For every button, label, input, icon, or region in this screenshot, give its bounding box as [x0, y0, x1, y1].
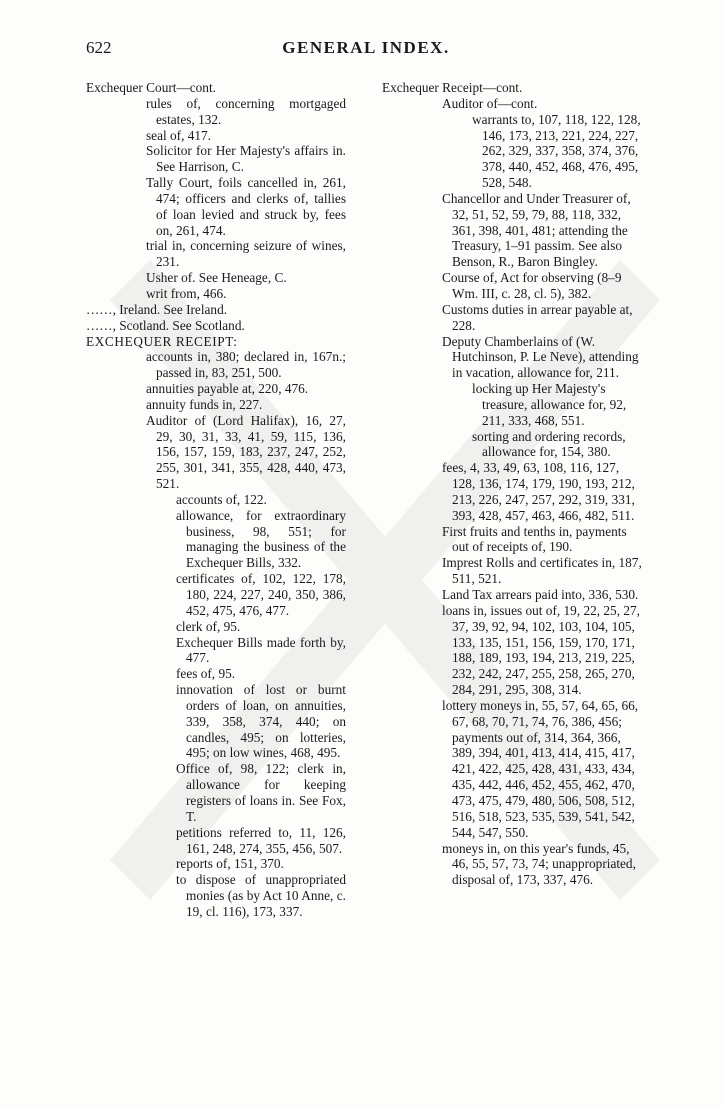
left-index-entry: Tally Court, foils cancelled in, 261, 474; officers and clerks of, tallies of loan levied and struck by, fees on, 261, 474. [146, 175, 346, 238]
left-index-entry: accounts of, 122. [176, 491, 267, 507]
right-index-entry: fees, 4, 33, 49, 63, 108, 116, 127, 128, 136, 174, 179, 190, 193, 212, 213, 226, 247, 257, 292, 319, 331, 393, 428, 457, 463, 466, 482, 511. [442, 460, 635, 523]
left-index-entry: to dispose of unappropriated monies (as by Act 10 Anne, c. 19, cl. 116), 173, 337. [176, 872, 346, 919]
right-index-entry: Course of, Act for observing (8–9 Wm. III, c. 28, cl. 5), 382. [442, 270, 622, 301]
left-index-entry: Office of, 98, 122; clerk in, allowance for keeping registers of loans in. See Fox, T. [176, 761, 346, 824]
right-index-entry: Deputy Chamberlains of (W. Hutchinson, P. Le Neve), attending in vacation, allowance for, 211. [442, 333, 639, 381]
left-index-entry: accounts in, 380; declared in, 167n.; passed in, 83, 251, 500. [146, 349, 346, 381]
index-column-left [86, 80, 346, 920]
left-index-entry: Usher of. See Heneage, C. [146, 270, 287, 286]
right-index-entry: Chancellor and Under Treasurer of, 32, 51, 52, 59, 79, 88, 118, 332, 361, 398, 401, 481; attending the Treasury, 1–91 passim. See also Benson, R., Baron Bingley. [442, 190, 631, 270]
left-index-entry: innovation of lost or burnt orders of loan, on annuities, 339, 358, 374, 440; on candles, 495; on lotteries, 495; on low wines, 468, 495. [176, 682, 346, 761]
left-index-entry: certificates of, 102, 122, 178, 180, 224, 227, 240, 350, 386, 452, 475, 476, 477. [176, 571, 346, 618]
right-index-entry: Auditor of—cont. [442, 95, 538, 111]
left-index-entry: rules of, concerning mortgaged estates, 132. [146, 95, 346, 127]
right-index-entry: lottery moneys in, 55, 57, 64, 65, 66, 67, 68, 70, 71, 74, 76, 386, 456; payments out of, 314, 364, 366, 389, 394, 401, 413, 414, 415, 417, 421, 422, 425, 428, 431, 433, 434, 435, 442, 446, 452, 455, 462, 470, 473, 475, 479, 480, 506, 508, 512, 516, 518, 523, 535, 539, 541, 542, 544, 547, 550. [442, 697, 639, 840]
left-index-entry: Solicitor for Her Majesty's affairs in. See Harrison, C. [146, 143, 346, 175]
left-index-entry: Auditor of (Lord Halifax), 16, 27, 29, 30, 31, 33, 41, 59, 115, 136, 156, 157, 159, 183, 237, 247, 252, 255, 301, 341, 355, 428, 440, 473, 521. [146, 412, 346, 492]
left-index-entry: writ from, 466. [146, 285, 227, 301]
left-index-entry: trial in, concerning seizure of wines, 231. [146, 238, 346, 270]
left-index-entry: petitions referred to, 11, 126, 161, 248, 274, 355, 456, 507. [176, 824, 346, 856]
left-index-entry: allowance, for extraordinary business, 98, 551; for managing the business of the Exchequer Bills, 332. [176, 507, 346, 571]
page-number: 622 [86, 38, 112, 57]
left-index-entry: annuities payable at, 220, 476. [146, 381, 309, 397]
right-index-entry: warrants to, 107, 118, 122, 128, 146, 173, 213, 221, 224, 227, 262, 329, 337, 358, 374, 376, 378, 440, 452, 468, 476, 495, 528, 548. [472, 111, 641, 191]
running-title: GENERAL INDEX. [282, 38, 450, 57]
left-index-entry: clerk of, 95. [176, 618, 241, 634]
left-index-entry: ……, Scotland. See Scotland. [86, 317, 245, 333]
page-header [86, 38, 646, 62]
right-index-entry: First fruits and tenths in, payments out of receipts of, 190. [442, 523, 627, 555]
left-index-entry: seal of, 417. [146, 127, 211, 143]
left-index-entry: Exchequer Bills made forth by, 477. [176, 634, 346, 666]
index-column-right [382, 80, 644, 888]
left-index-entry: annuity funds in, 227. [146, 396, 263, 412]
left-index-entry: ……, Ireland. See Ireland. [86, 301, 228, 317]
right-index-entry: moneys in, on this year's funds, 45, 46, 55, 57, 73, 74; unappropriated, disposal of, 173, 337, 476. [442, 840, 636, 888]
right-index-entry: loans in, issues out of, 19, 22, 25, 27, 37, 39, 92, 94, 102, 103, 104, 105, 133, 135, 151, 156, 159, 170, 171, 188, 189, 193, 194, 213, 219, 225, 232, 242, 247, 255, 258, 265, 270, 284, 291, 295, 308, 314. [442, 602, 640, 698]
left-index-entry: EXCHEQUER RECEIPT: [86, 333, 238, 349]
right-index-entry: Exchequer Receipt—cont. [382, 80, 523, 95]
right-index-entry: Imprest Rolls and certificates in, 187, 511, 521. [442, 555, 642, 587]
right-index-entry: locking up Her Majesty's treasure, allowance for, 92, 211, 333, 468, 551. [472, 381, 627, 428]
right-index-entry: sorting and ordering records, allowance for, 154, 380. [472, 428, 626, 460]
left-index-entry: reports of, 151, 370. [176, 856, 284, 872]
left-index-entry: fees of, 95. [176, 666, 236, 682]
right-index-entry: Land Tax arrears paid into, 336, 530. [442, 587, 639, 602]
left-index-entry: Exchequer Court—cont. [86, 80, 216, 95]
right-index-entry: Customs duties in arrear payable at, 228. [442, 301, 633, 333]
